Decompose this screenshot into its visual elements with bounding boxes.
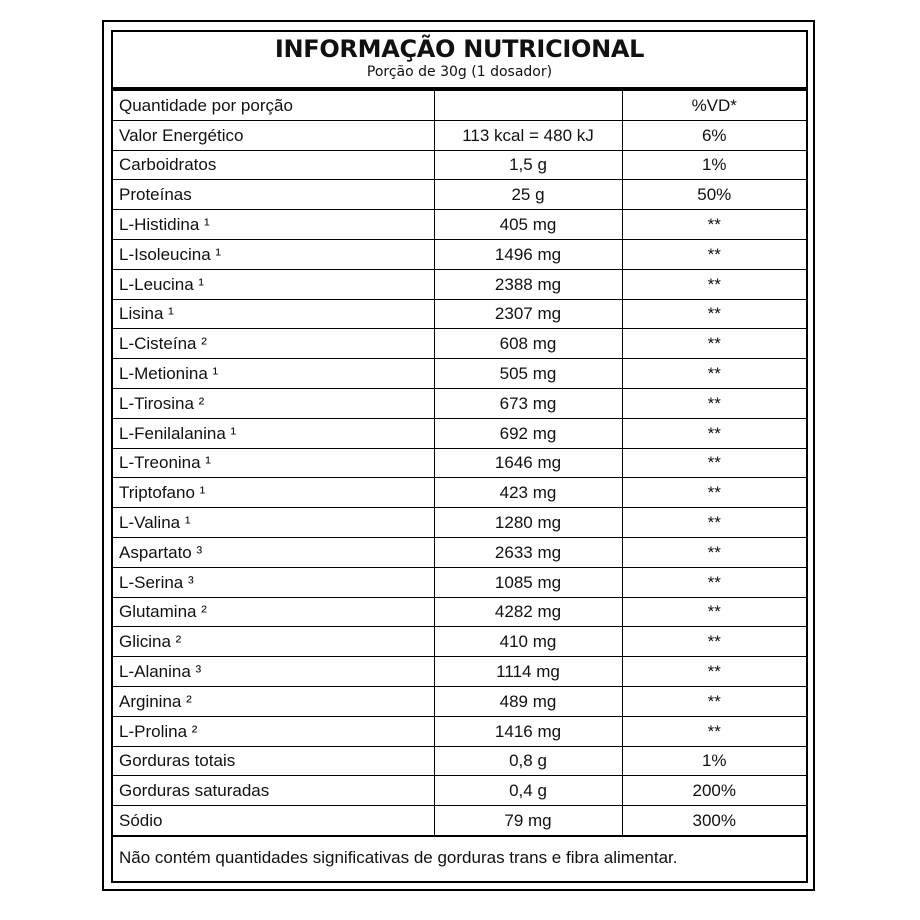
label-title: INFORMAÇÃO NUTRICIONAL [274, 35, 645, 63]
nutrient-amount: 1646 mg [434, 448, 622, 478]
nutrient-name: L-Serina ³ [113, 567, 434, 597]
nutrient-daily-value: ** [622, 627, 806, 657]
nutrient-daily-value: ** [622, 567, 806, 597]
nutrient-daily-value: ** [622, 716, 806, 746]
nutrient-daily-value: ** [622, 657, 806, 687]
nutrient-daily-value: ** [622, 418, 806, 448]
nutrient-amount: 505 mg [434, 359, 622, 389]
nutrient-daily-value: 1% [622, 746, 806, 776]
nutrient-daily-value: ** [622, 388, 806, 418]
nutrient-daily-value: 6% [622, 120, 806, 150]
table-row [113, 180, 806, 210]
table-row [113, 329, 806, 359]
nutrient-daily-value: 300% [622, 806, 806, 836]
table-row [113, 537, 806, 567]
nutrient-amount: 423 mg [434, 478, 622, 508]
table-row [113, 448, 806, 478]
nutrient-name: Aspartato ³ [113, 537, 434, 567]
nutrient-amount: 2307 mg [434, 299, 622, 329]
nutrient-amount: 410 mg [434, 627, 622, 657]
nutrient-amount: 0,8 g [434, 746, 622, 776]
nutrient-name: L-Fenilalanina ¹ [113, 418, 434, 448]
nutrient-amount: 4282 mg [434, 597, 622, 627]
table-row [113, 239, 806, 269]
nutrient-amount: 405 mg [434, 210, 622, 240]
nutrient-name: L-Treonina ¹ [113, 448, 434, 478]
nutrition-table [113, 91, 806, 836]
serving-size: Porção de 30g (1 dosador) [366, 64, 553, 80]
nutrient-amount: 0,4 g [434, 776, 622, 806]
nutrient-amount: 1,5 g [434, 150, 622, 180]
nutrient-name: L-Histidina ¹ [113, 210, 434, 240]
nutrient-amount: 79 mg [434, 806, 622, 836]
nutrient-amount: 113 kcal = 480 kJ [434, 120, 622, 150]
nutrient-daily-value: 200% [622, 776, 806, 806]
table-row [113, 418, 806, 448]
table-row [113, 776, 806, 806]
nutrient-amount: 2633 mg [434, 537, 622, 567]
nutrient-amount: 1496 mg [434, 239, 622, 269]
nutrient-name: Glutamina ² [113, 597, 434, 627]
nutrient-name: L-Tirosina ² [113, 388, 434, 418]
nutrient-daily-value: ** [622, 597, 806, 627]
nutrient-amount: 1085 mg [434, 567, 622, 597]
nutrient-amount: 673 mg [434, 388, 622, 418]
nutrient-name: L-Cisteína ² [113, 329, 434, 359]
nutrient-daily-value: ** [622, 686, 806, 716]
nutrient-name: L-Leucina ¹ [113, 269, 434, 299]
nutrient-name: L-Alanina ³ [113, 657, 434, 687]
nutrient-daily-value: ** [622, 329, 806, 359]
table-row [113, 269, 806, 299]
nutrient-name: Triptofano ¹ [113, 478, 434, 508]
nutrient-daily-value: ** [622, 269, 806, 299]
nutrient-name: Arginina ² [113, 686, 434, 716]
footnote: Não contém quantidades significativas de gorduras trans e fibra alimentar. [113, 836, 806, 881]
table-row [113, 567, 806, 597]
nutrition-label [102, 20, 815, 891]
table-row [113, 508, 806, 538]
nutrient-name: L-Isoleucina ¹ [113, 239, 434, 269]
nutrient-amount: 1280 mg [434, 508, 622, 538]
table-row [113, 627, 806, 657]
nutrient-amount: 1114 mg [434, 657, 622, 687]
table-row [113, 746, 806, 776]
nutrient-daily-value: ** [622, 448, 806, 478]
nutrient-name: Lisina ¹ [113, 299, 434, 329]
nutrition-label-inner [111, 30, 808, 883]
nutrient-amount: 608 mg [434, 329, 622, 359]
nutrient-amount: 1416 mg [434, 716, 622, 746]
nutrient-name: Gorduras saturadas [113, 776, 434, 806]
table-row [113, 388, 806, 418]
table-row [113, 210, 806, 240]
nutrient-amount: 489 mg [434, 686, 622, 716]
nutrient-daily-value: ** [622, 239, 806, 269]
header-amount [434, 91, 622, 120]
nutrient-name: Carboidratos [113, 150, 434, 180]
nutrient-name: Valor Energético [113, 120, 434, 150]
nutrient-daily-value: ** [622, 210, 806, 240]
nutrient-daily-value: ** [622, 478, 806, 508]
nutrient-daily-value: ** [622, 299, 806, 329]
table-row [113, 657, 806, 687]
header-daily-value: %VD* [622, 91, 806, 120]
nutrient-amount: 692 mg [434, 418, 622, 448]
label-header [113, 32, 806, 91]
nutrient-daily-value: ** [622, 508, 806, 538]
table-row [113, 150, 806, 180]
nutrient-daily-value: 1% [622, 150, 806, 180]
table-header-row [113, 91, 806, 120]
nutrient-name: Sódio [113, 806, 434, 836]
nutrient-name: L-Prolina ² [113, 716, 434, 746]
table-row [113, 359, 806, 389]
table-row [113, 806, 806, 836]
nutrient-name: Gorduras totais [113, 746, 434, 776]
table-row [113, 597, 806, 627]
table-row [113, 299, 806, 329]
nutrient-amount: 25 g [434, 180, 622, 210]
nutrient-name: Glicina ² [113, 627, 434, 657]
nutrient-name: L-Metionina ¹ [113, 359, 434, 389]
nutrient-daily-value: ** [622, 359, 806, 389]
nutrient-name: Proteínas [113, 180, 434, 210]
nutrient-daily-value: 50% [622, 180, 806, 210]
table-row [113, 478, 806, 508]
header-label: Quantidade por porção [113, 91, 434, 120]
nutrient-daily-value: ** [622, 537, 806, 567]
table-row [113, 120, 806, 150]
nutrient-name: L-Valina ¹ [113, 508, 434, 538]
nutrient-amount: 2388 mg [434, 269, 622, 299]
table-row [113, 686, 806, 716]
table-row [113, 716, 806, 746]
